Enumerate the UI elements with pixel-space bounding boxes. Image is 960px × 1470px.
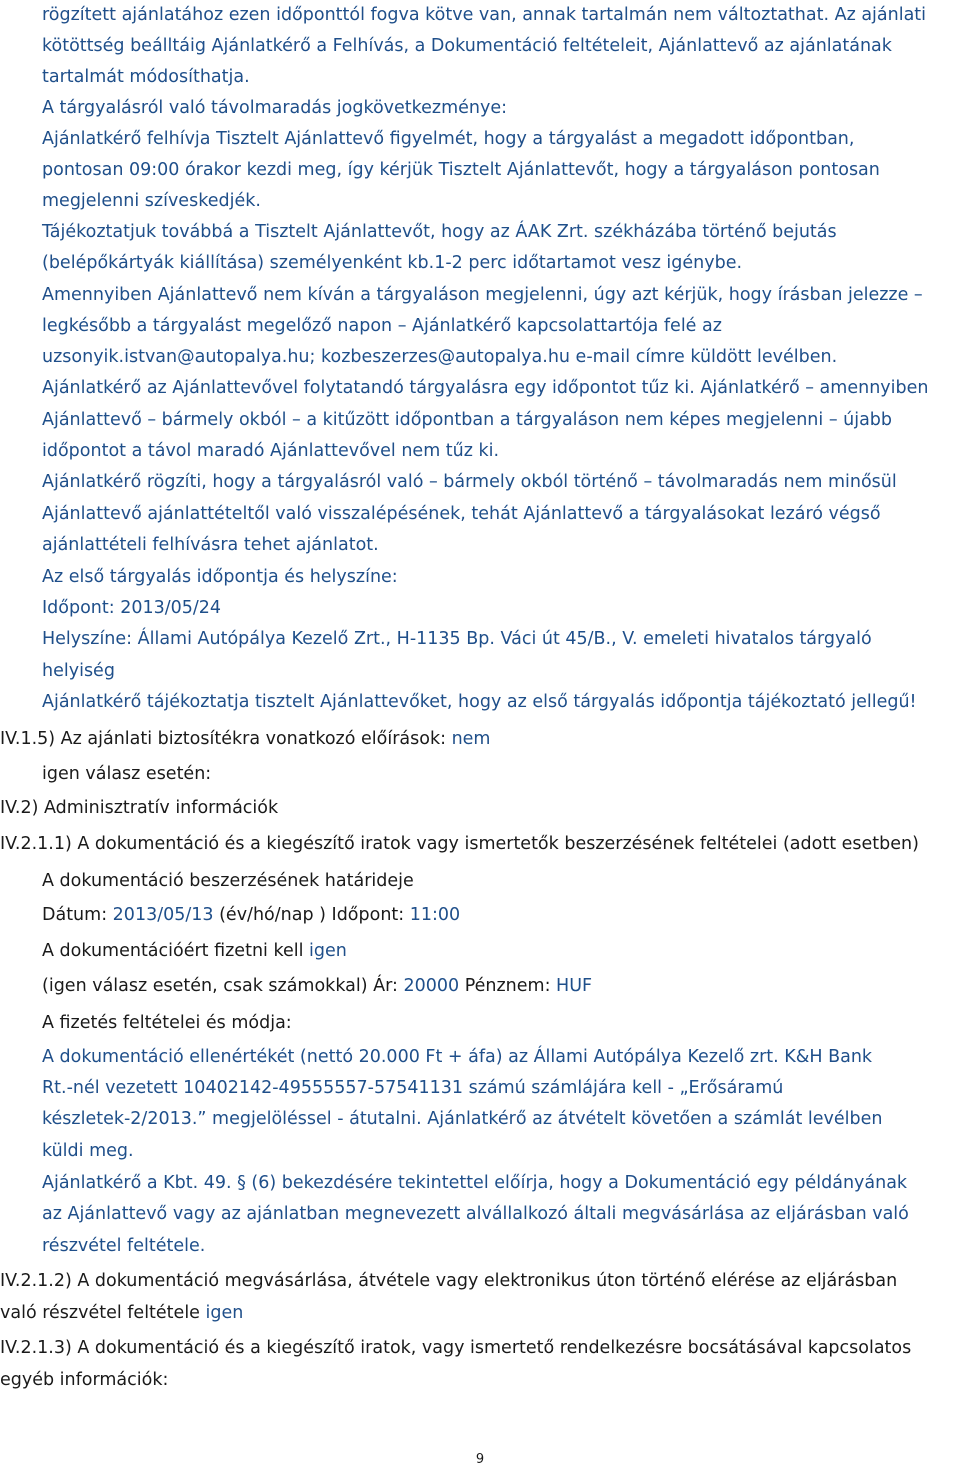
text-span: rögzített ajánlatához ezen időponttól fogva kötve van, annak tartalmán nem változtathat. Az ajánlati (42, 5, 927, 25)
text-span: igen (205, 1303, 244, 1323)
text-line (42, 1172, 907, 1194)
text-line (42, 597, 221, 619)
text-line (0, 797, 278, 819)
text-line (42, 566, 398, 588)
text-line (42, 1203, 909, 1225)
text-span: időpontot a távol maradó Ajánlattevővel nem tűz ki. (42, 441, 500, 461)
text-span: A dokumentáció ellenértékét (nettó 20.000 Ft + áfa) az Állami Autópálya Kezelő zrt. K&H Bank (42, 1047, 873, 1067)
text-line (42, 471, 897, 493)
text-span: Ajánlatkérő az Ajánlattevővel folytatandó tárgyalásra egy időpontot tűz ki. Ajánlatkérő – amennyiben (42, 378, 929, 398)
text-line (42, 284, 923, 306)
text-span: Ajánlatkérő rögzíti, hogy a tárgyalásról való – bármely okból történő – távolmaradás nem minősül (42, 472, 897, 492)
text-line (42, 4, 926, 26)
text-line (42, 503, 881, 525)
text-span: (év/hó/nap ) Időpont: (213, 905, 410, 925)
text-span: helyiség (42, 661, 115, 681)
text-span: IV.2.1.2) A dokumentáció megvásárlása, átvétele vagy elektronikus úton történő elérése az eljárásban (0, 1271, 898, 1291)
text-span: Tájékoztatjuk továbbá a Tisztelt Ajánlattevőt, hogy az ÁAK Zrt. székházába történő bejutás (42, 222, 837, 242)
text-line (42, 975, 592, 997)
text-line (42, 1077, 783, 1099)
text-line (42, 409, 892, 431)
text-line (42, 534, 379, 556)
text-line (42, 66, 250, 88)
text-span: (igen válasz esetén, csak számokkal) Ár: (42, 976, 404, 996)
text-span: Az első tárgyalás időpontja és helyszíne: (42, 567, 398, 587)
text-span: Rt.-nél vezetett 10402142-49555557-57541131 számú számlájára kell - „Erősáramú (42, 1078, 784, 1098)
text-span: IV.1.5) Az ajánlati biztosítékra vonatkozó előírások: (0, 729, 452, 749)
text-span: küldi meg. (42, 1141, 134, 1161)
text-span: legkésőbb a tárgyalást megelőző napon – Ajánlatkérő kapcsolattartója felé az (42, 316, 722, 336)
text-span: ajánlattételi felhívásra tehet ajánlatot. (42, 535, 379, 555)
text-line (42, 128, 854, 150)
text-span: pontosan 09:00 órakor kezdi meg, így kérjük Tisztelt Ajánlattevőt, hogy a tárgyaláson pontosan (42, 160, 880, 180)
text-span: Helyszíne: Állami Autópálya Kezelő Zrt., H-1135 Bp. Váci út 45/B., V. emeleti hivatalos tárgyaló (42, 629, 872, 649)
text-span: Dátum: (42, 905, 113, 925)
text-span: igen (309, 941, 347, 961)
text-span: kötöttség beálltáig Ajánlatkérő a Felhívás, a Dokumentáció feltételeit, Ajánlattevő az ajánlatának (42, 36, 892, 56)
text-line (0, 833, 919, 855)
text-line (42, 870, 414, 892)
text-line (0, 1337, 911, 1359)
text-line (42, 1108, 883, 1130)
text-line (42, 440, 499, 462)
text-line (42, 315, 722, 337)
text-line (0, 1270, 897, 1292)
text-line (42, 1140, 134, 1162)
text-span: IV.2.1.3) A dokumentáció és a kiegészítő iratok, vagy ismertető rendelkezésre bocsátásával kapcsolatos (0, 1338, 912, 1358)
text-span: uzsonyik.istvan@autopalya.hu; kozbeszerzes@autopalya.hu e-mail címre küldött levélben. (42, 347, 838, 367)
text-line (42, 35, 892, 57)
text-line (0, 1369, 168, 1391)
text-line (42, 221, 837, 243)
text-span: tartalmát módosíthatja. (42, 67, 250, 87)
text-line (42, 940, 347, 962)
text-span: 20000 (403, 976, 460, 996)
text-line (42, 628, 872, 650)
text-line (42, 377, 928, 399)
text-span: az Ajánlattevő vagy az ajánlatban megnevezett alvállalkozó általi megvásárlása az eljárásban való (42, 1204, 909, 1224)
text-span: nem (451, 729, 491, 749)
text-span: Időpont: 2013/05/24 (42, 598, 222, 618)
text-span: készletek-2/2013.” megjelöléssel - átutalni. Ajánlatkérő az átvételt követően a számlát levélben (42, 1109, 883, 1129)
text-line (42, 346, 837, 368)
text-span: Ajánlattevő ajánlattételtől való visszalépésének, tehát Ajánlattevő a tárgyalásokat lezáró végső (42, 504, 881, 524)
page-number: 9 (475, 1452, 485, 1467)
text-span: részvétel feltétele. (42, 1236, 206, 1256)
text-line (42, 159, 880, 181)
text-span: (belépőkártyák kiállítása) személyenként kb.1-2 perc időtartamot vesz igénybe. (42, 253, 743, 273)
text-line (42, 1046, 872, 1068)
text-span: A dokumentációért fizetni kell (42, 941, 310, 961)
text-span: A dokumentáció beszerzésének határideje (42, 871, 414, 891)
text-span: A fizetés feltételei és módja: (42, 1013, 292, 1033)
text-span: 2013/05/13 (112, 905, 214, 925)
text-span: IV.2) Adminisztratív információk (0, 798, 279, 818)
text-span: 11:00 (409, 905, 461, 925)
text-span: megjelenni szíveskedjék. (42, 191, 261, 211)
text-line (42, 1235, 205, 1257)
text-line (42, 190, 261, 212)
text-span: Ajánlatkérő tájékoztatja tisztelt Ajánlattevőket, hogy az első tárgyalás időpontja tájékoztató jellegű! (42, 692, 917, 712)
text-span: egyéb információk: (0, 1370, 169, 1390)
text-line (42, 1012, 292, 1034)
text-span: Amennyiben Ajánlattevő nem kíván a tárgyaláson megjelenni, úgy azt kérjük, hogy írásban jelezze – (42, 285, 923, 305)
text-span: igen válasz esetén: (42, 764, 212, 784)
text-line (42, 691, 917, 713)
text-line (0, 1302, 243, 1324)
text-line (42, 660, 115, 682)
text-line (42, 97, 507, 119)
text-span: HUF (556, 976, 593, 996)
text-line (42, 904, 460, 926)
text-span: Ajánlatkérő a Kbt. 49. § (6) bekezdésére tekintettel előírja, hogy a Dokumentáció egy példányának (42, 1173, 908, 1193)
text-span: Pénznem: (459, 976, 557, 996)
text-line (42, 252, 742, 274)
text-line (0, 728, 490, 750)
text-span: Ajánlattevő – bármely okból – a kitűzött időpontban a tárgyaláson nem képes megjelenni – újabb (42, 410, 893, 430)
text-span: Ajánlatkérő felhívja Tisztelt Ajánlattevő figyelmét, hogy a tárgyalást a megadott időpontban, (42, 129, 855, 149)
text-span: való részvétel feltétele (0, 1303, 206, 1323)
text-line (42, 763, 211, 785)
text-span: IV.2.1.1) A dokumentáció és a kiegészítő iratok vagy ismertetők beszerzésének feltételei (adott esetben) (0, 834, 919, 854)
text-span: A tárgyalásról való távolmaradás jogkövetkezménye: (42, 98, 508, 118)
